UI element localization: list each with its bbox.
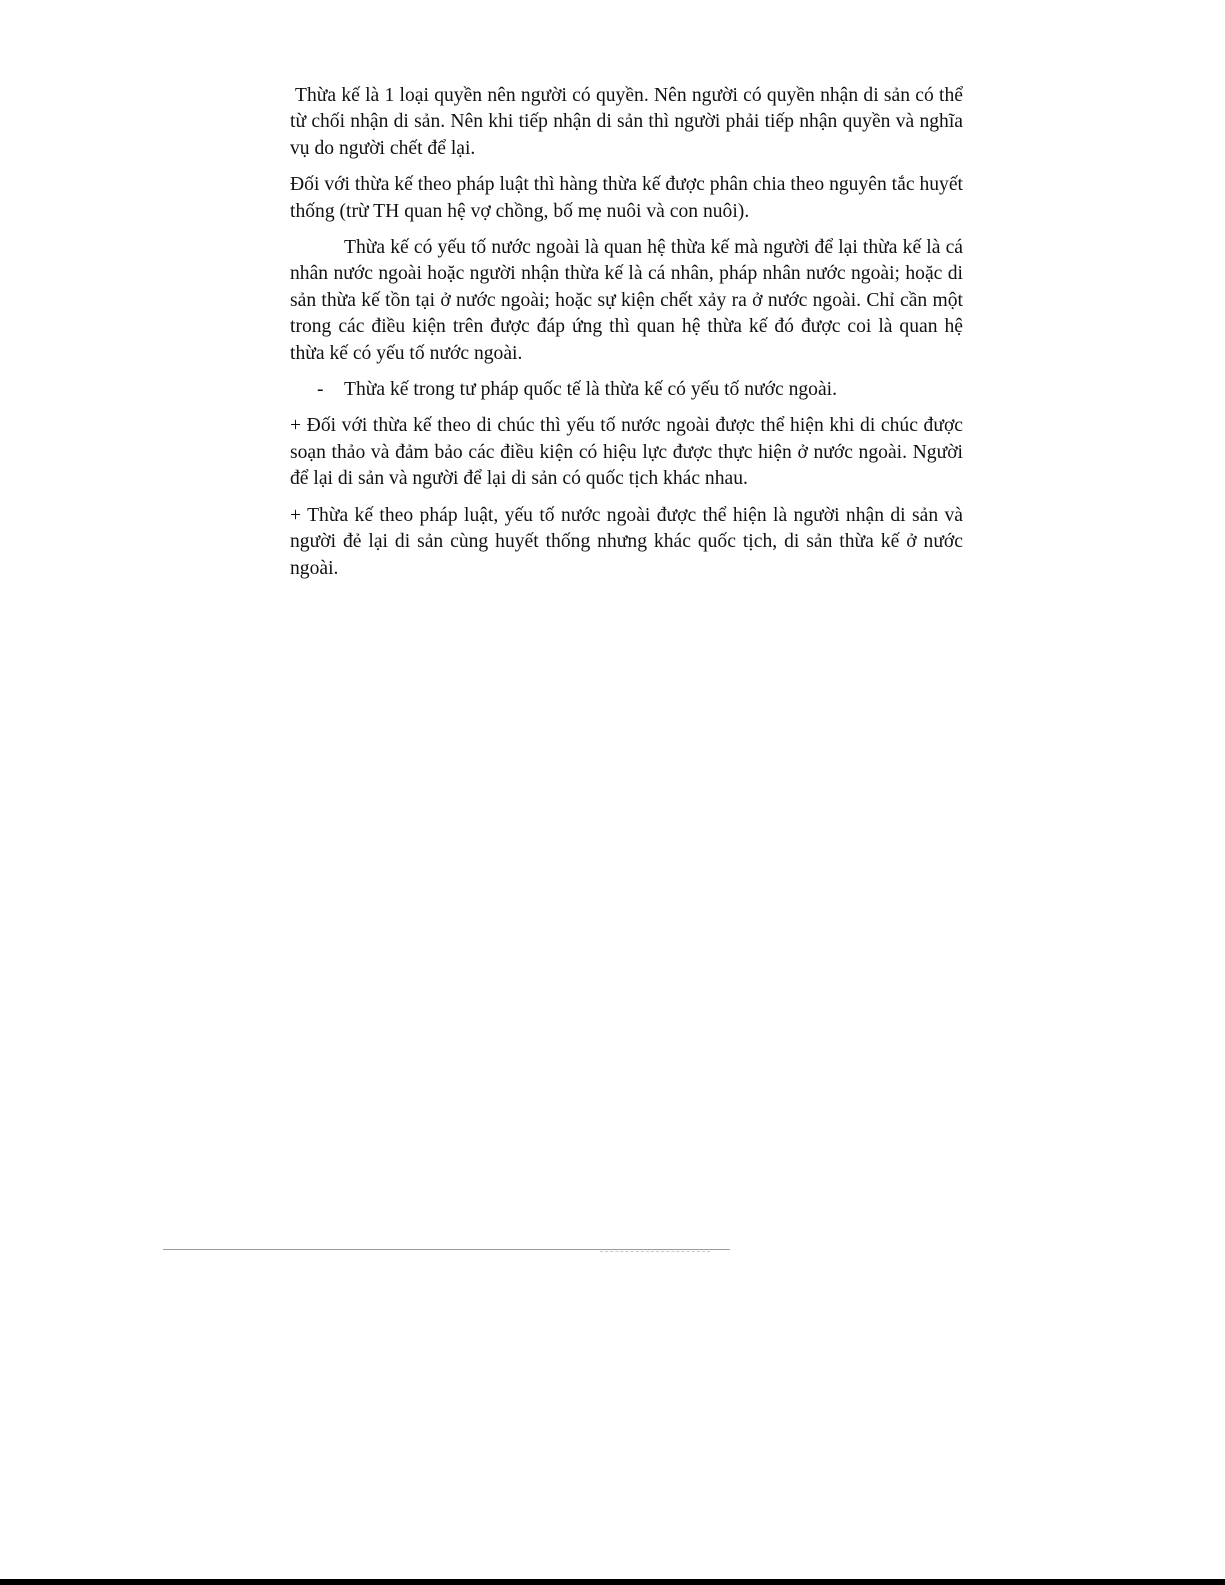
paragraph-legal-inheritance: Đối với thừa kế theo pháp luật thì hàng thừa kế được phân chia theo nguyên tắc huyết thống (trừ TH quan hệ vợ chồng, bố mẹ nuôi và con nuôi). (290, 174, 963, 222)
paragraph-inheritance-right: Thừa kế là 1 loại quyền nên người có quyền. Nên người có quyền nhận di sản có thể từ chối nhận di sản. Nên khi tiếp nhận di sản thì người phải tiếp nhận quyền và nghĩa vụ do người chết để lại. (290, 85, 963, 159)
paragraph-statutory-inheritance: + Thừa kế theo pháp luật, yếu tố nước ngoài được thể hiện là người nhận di sản và người đẻ lại di sản cùng huyết thống nhưng khác quốc tịch, di sản thừa kế ở nước ngoài. (290, 504, 963, 579)
footnote-separator (163, 1249, 730, 1250)
bullet-item-private-international-law (290, 377, 963, 403)
paragraph-testamentary-inheritance: + Đối với thừa kế theo di chúc thì yếu tố nước ngoài được thể hiện khi di chúc được soạn thảo và đảm bảo các điều kiện có hiệu lực được thực hiện ở nước ngoài. Người để lại di sản và người để lại di sản có quốc tịch khác nhau. (290, 415, 963, 490)
document-body (290, 83, 963, 592)
page-bottom-edge (0, 1579, 1225, 1585)
footnote-separator-dots (600, 1251, 710, 1252)
paragraph-foreign-element-definition: Thừa kế có yếu tố nước ngoài là quan hệ thừa kế mà người để lại thừa kế là cá nhân nước ngoài hoặc người nhận thừa kế là cá nhân, pháp nhân nước ngoài; hoặc di sản thừa kế tồn tại ở nước ngoài; hoặc sự kiện chết xảy ra ở nước ngoài. Chỉ cần một trong các điều kiện trên được đáp ứng thì quan hệ thừa kế đó được coi là quan hệ thừa kế có yếu tố nước ngoài. (290, 237, 963, 364)
bullet-dash: - (317, 379, 324, 401)
bullet-text: Thừa kế trong tư pháp quốc tế là thừa kế có yếu tố nước ngoài. (344, 379, 838, 401)
